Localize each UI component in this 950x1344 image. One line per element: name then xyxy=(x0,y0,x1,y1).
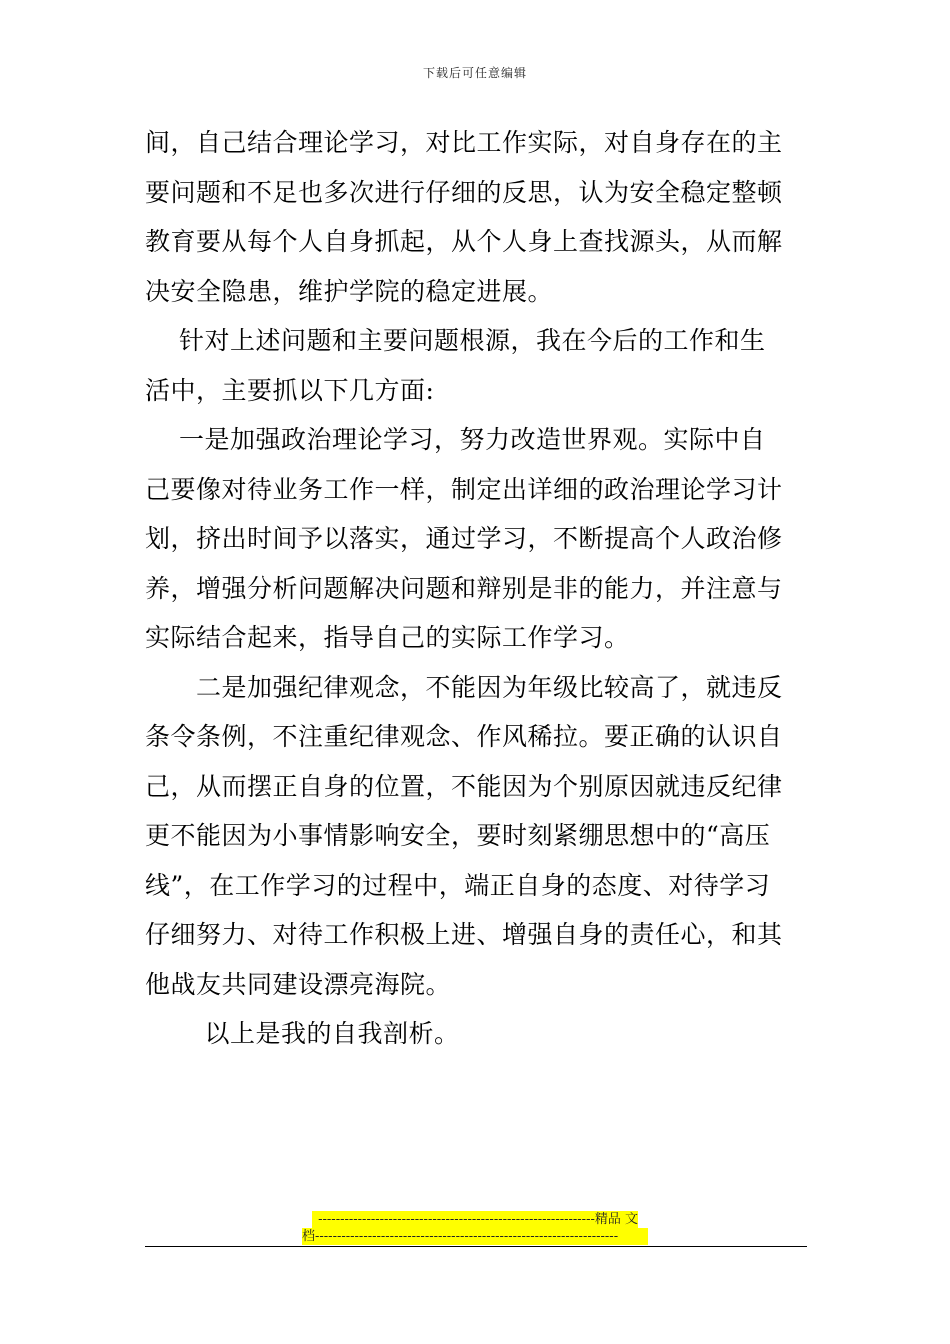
body-line-8: 己要像对待业务工作一样，制定出详细的政治理论学习计 xyxy=(145,474,783,504)
body-line-4: 决安全隐患，维护学院的稳定进展。 xyxy=(145,276,554,306)
footer-highlight-line-2: 档--------------------------------------------------------------------- xyxy=(302,1228,648,1245)
body-line-7: 一是加强政治理论学习，努力改造世界观。实际中自 xyxy=(145,425,766,454)
page-header: 下载后可任意编辑 xyxy=(422,66,527,80)
body-line-9: 划，挤出时间予以落实，通过学习，不断提高个人政治修 xyxy=(145,524,783,553)
footer-highlight-line-1: ---------------------------------------------------------------精品 文 xyxy=(312,1211,638,1228)
body-line-2: 要问题和不足也多次进行仔细的反思，认为安全稳定整顿 xyxy=(145,177,783,207)
footer-divider xyxy=(145,1246,807,1247)
body-line-14: 己，从而摆正自身的位置，不能因为个别原因就违反纪律 xyxy=(145,771,783,801)
body-line-10: 养，增强分析问题解决问题和辩别是非的能力，并注意与 xyxy=(145,573,783,603)
body-line-18: 他战友共同建设漂亮海院。 xyxy=(145,969,452,999)
document-body xyxy=(145,118,810,1059)
body-line-16: 线”，在工作学习的过程中，端正自身的态度、对待学习 xyxy=(145,870,771,900)
body-line-13: 条令条例，不注重纪律观念、作风稀拉。要正确的认识自 xyxy=(145,722,783,751)
body-line-15: 更不能因为小事情影响安全，要时刻紧绷思想中的“高压 xyxy=(145,821,771,850)
body-line-1: 间，自己结合理论学习，对比工作实际，对自身存在的主 xyxy=(145,128,783,157)
body-line-12: 二是加强纪律观念，不能因为年级比较高了，就违反 xyxy=(145,672,783,702)
body-line-19: 以上是我的自我剖析。 xyxy=(145,1019,460,1048)
body-line-11: 实际结合起来，指导自己的实际工作学习。 xyxy=(145,623,630,652)
body-line-6: 活中，主要抓以下几方面: xyxy=(145,375,435,405)
body-line-3: 教育要从每个人自身抓起，从个人身上查找源头，从而解 xyxy=(145,227,783,256)
body-line-17: 仔细努力、对待工作积极上进、增强自身的责任心，和其 xyxy=(145,920,783,949)
body-line-5: 针对上述问题和主要问题根源，我在今后的工作和生 xyxy=(145,326,766,355)
